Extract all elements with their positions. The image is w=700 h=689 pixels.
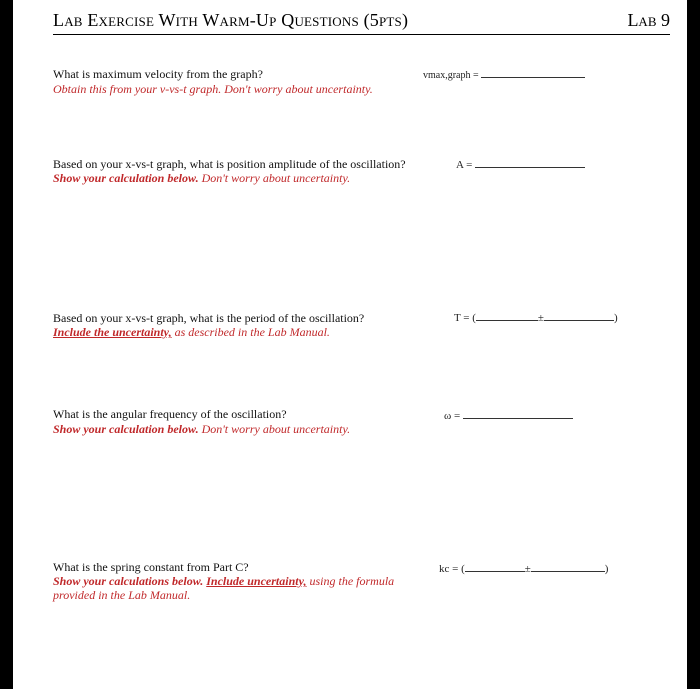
answer-blank-period-value[interactable] — [476, 311, 538, 321]
instruction-rest: using the formula — [306, 574, 395, 588]
answer-blank-amplitude[interactable] — [475, 158, 585, 168]
answer-blank-omega[interactable] — [463, 409, 573, 419]
instruction-bold: Show your calculations below. — [53, 574, 204, 588]
question-amplitude: Based on your x-vs-t graph, what is position amplitude of the oscillation? — [53, 157, 406, 171]
question-max-velocity: What is maximum velocity from the graph? — [53, 67, 263, 81]
instruction-period — [53, 326, 330, 339]
instruction-rest: as described in the Lab Manual. — [171, 325, 330, 339]
page-header — [53, 10, 670, 35]
answer-blank-period-uncertainty[interactable] — [544, 311, 614, 321]
worksheet-page — [13, 0, 687, 689]
instruction-bold: Show your calculation below. — [53, 422, 199, 436]
answer-blank-vmax[interactable] — [481, 68, 585, 78]
answer-period — [454, 311, 618, 324]
plus-minus-symbol: ± — [524, 563, 531, 575]
answer-label: ω = — [444, 410, 461, 422]
answer-blank-k-uncertainty[interactable] — [531, 562, 605, 572]
question-period: Based on your x-vs-t graph, what is the period of the oscillation? — [53, 311, 365, 325]
question-spring-constant: What is the spring constant from Part C? — [53, 560, 249, 574]
instruction-max-velocity: Obtain this from your v-vs-t graph. Don't worry about uncertainty. — [53, 82, 373, 96]
answer-label: T = ( — [454, 312, 476, 324]
lab-number: Lab 9 — [627, 10, 670, 30]
close-paren: ) — [604, 563, 609, 575]
page-title: Lab Exercise With Warm-Up Questions (5pts) — [53, 10, 409, 30]
answer-label: vmax,graph = — [423, 70, 479, 81]
instruction-bold: Show your calculation below. — [53, 171, 199, 185]
close-paren: ) — [613, 312, 618, 324]
instruction-bold-underline: Include uncertainty, — [206, 574, 307, 588]
answer-max-velocity — [423, 68, 585, 81]
instruction-rest: Don't worry about uncertainty. — [198, 171, 351, 185]
plus-minus-symbol: ± — [537, 312, 544, 324]
answer-spring-constant — [439, 562, 608, 575]
answer-label: kc = ( — [439, 563, 465, 575]
answer-label: A = — [456, 159, 473, 171]
instruction-angular-frequency — [53, 423, 350, 436]
instruction-underline: Include the uncertainty, — [53, 325, 172, 339]
answer-angular-frequency — [444, 409, 573, 422]
instruction-amplitude — [53, 172, 350, 185]
answer-amplitude — [456, 158, 585, 171]
instruction-rest: Don't worry about uncertainty. — [198, 422, 351, 436]
instruction-spring-constant-line2: provided in the Lab Manual. — [53, 588, 191, 602]
instruction-spring-constant — [53, 575, 394, 588]
answer-blank-k-value[interactable] — [465, 562, 525, 572]
question-angular-frequency: What is the angular frequency of the oscillation? — [53, 407, 287, 421]
